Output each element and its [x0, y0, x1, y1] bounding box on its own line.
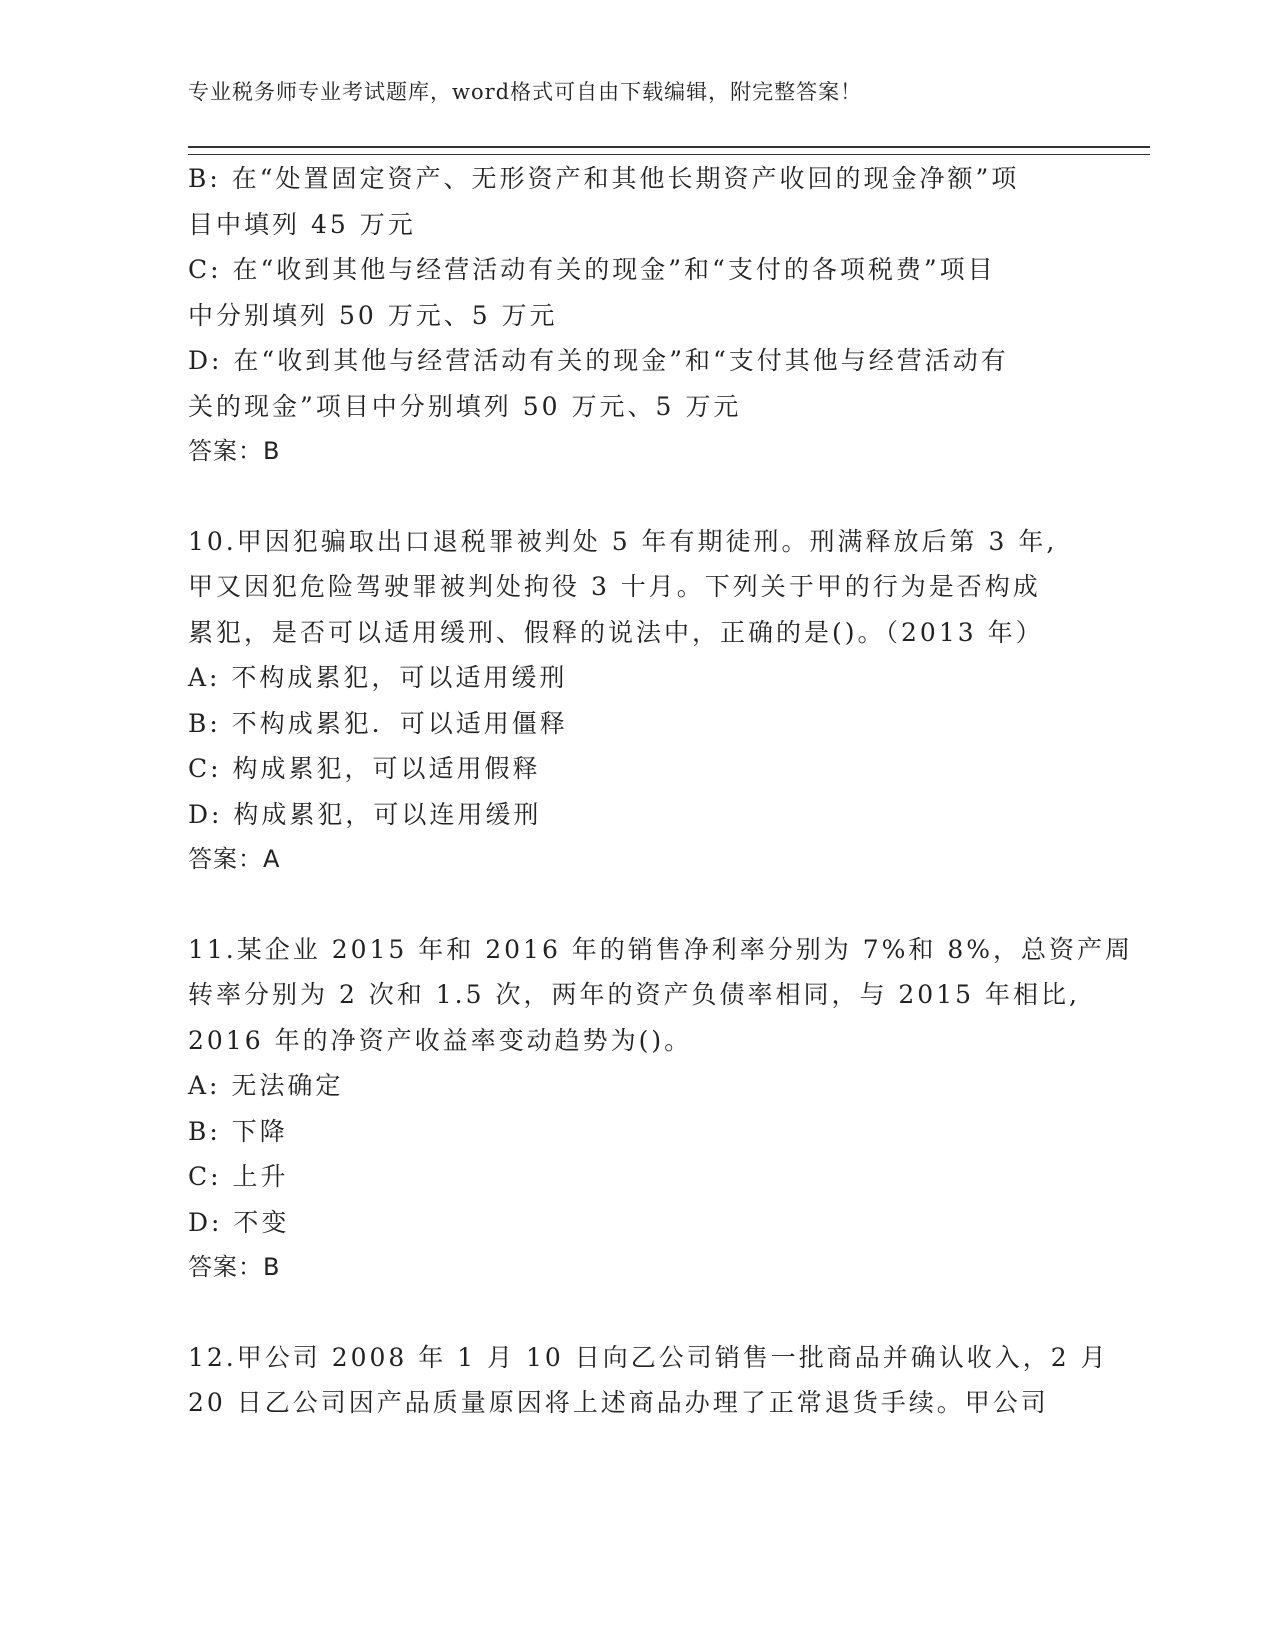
q11-option-c: C: 上升 — [188, 1162, 289, 1191]
q11-answer: 答案：B — [188, 1253, 281, 1281]
q10-stem-line-2: 甲又因犯危险驾驶罪被判处拘役 3 十月。下列关于甲的行为是否构成 — [188, 572, 1041, 601]
q12-stem-line-1: 12.甲公司 2008 年 1 月 10 日向乙公司销售一批商品并确认收入，2 月 — [188, 1342, 1109, 1372]
question-spacer — [188, 475, 1088, 519]
header-divider — [188, 146, 1150, 155]
q10-stem-line-1: 10.甲因犯骗取出口退税罪被判处 5 年有期徒刑。刑满释放后第 3 年, — [188, 526, 1058, 556]
q11-stem-line-1: 11.某企业 2015 年和 2016 年的销售净利率分别为 7%和 8%，总资产周 — [188, 934, 1134, 964]
q11-option-b: B: 下降 — [188, 1116, 288, 1146]
question-spacer — [188, 883, 1088, 927]
q10-option-c: C: 构成累犯，可以适用假释 — [188, 754, 541, 783]
question-11 — [188, 927, 1134, 1291]
q10-option-d: D: 构成累犯，可以连用缓刑 — [188, 799, 542, 829]
q10-option-b: B: 不构成累犯．可以适用僵释 — [188, 708, 568, 738]
q11-option-a: A: 无法确定 — [188, 1071, 344, 1100]
q9-option-b-line-2: 目中填列 45 万元 — [188, 209, 416, 239]
q9-option-d-line-1: D: 在“收到其他与经营活动有关的现金”和“支付其他与经营活动有 — [188, 346, 1009, 375]
page-header: 专业税务师专业考试题库，word格式可自由下载编辑，附完整答案！ — [188, 80, 863, 104]
q9-option-c-line-1: C: 在“收到其他与经营活动有关的现金”和“支付的各项税费”项目 — [188, 255, 996, 284]
question-9-continued — [188, 156, 1088, 475]
question-10 — [188, 519, 1088, 883]
q9-option-c-line-2: 中分别填列 50 万元、5 万元 — [188, 300, 558, 330]
q9-answer: 答案：B — [188, 437, 281, 465]
q10-option-a: A: 不构成累犯，可以适用缓刑 — [188, 663, 568, 692]
q11-option-d: D: 不变 — [188, 1207, 290, 1237]
question-12 — [188, 1335, 1109, 1426]
q9-option-b-line-1: B: 在“处置固定资产、无形资产和其他长期资产收回的现金净额”项 — [188, 164, 1020, 193]
q10-answer: 答案：A — [188, 845, 281, 873]
q11-stem-line-2: 转率分别为 2 次和 1.5 次，两年的资产负债率相同，与 2015 年相比, — [188, 980, 1080, 1009]
q11-stem-line-3: 2016 年的净资产收益率变动趋势为()。 — [188, 1025, 693, 1055]
question-spacer — [188, 1291, 1088, 1335]
document-body — [188, 156, 1134, 1426]
q9-option-d-line-2: 关的现金”项目中分别填列 50 万元、5 万元 — [188, 391, 742, 421]
q10-stem-line-3: 累犯，是否可以适用缓刑、假释的说法中，正确的是()。（2013 年） — [188, 617, 1044, 647]
q12-stem-line-2: 20 日乙公司因产品质量原因将上述商品办理了正常退货手续。甲公司 — [188, 1388, 1049, 1417]
